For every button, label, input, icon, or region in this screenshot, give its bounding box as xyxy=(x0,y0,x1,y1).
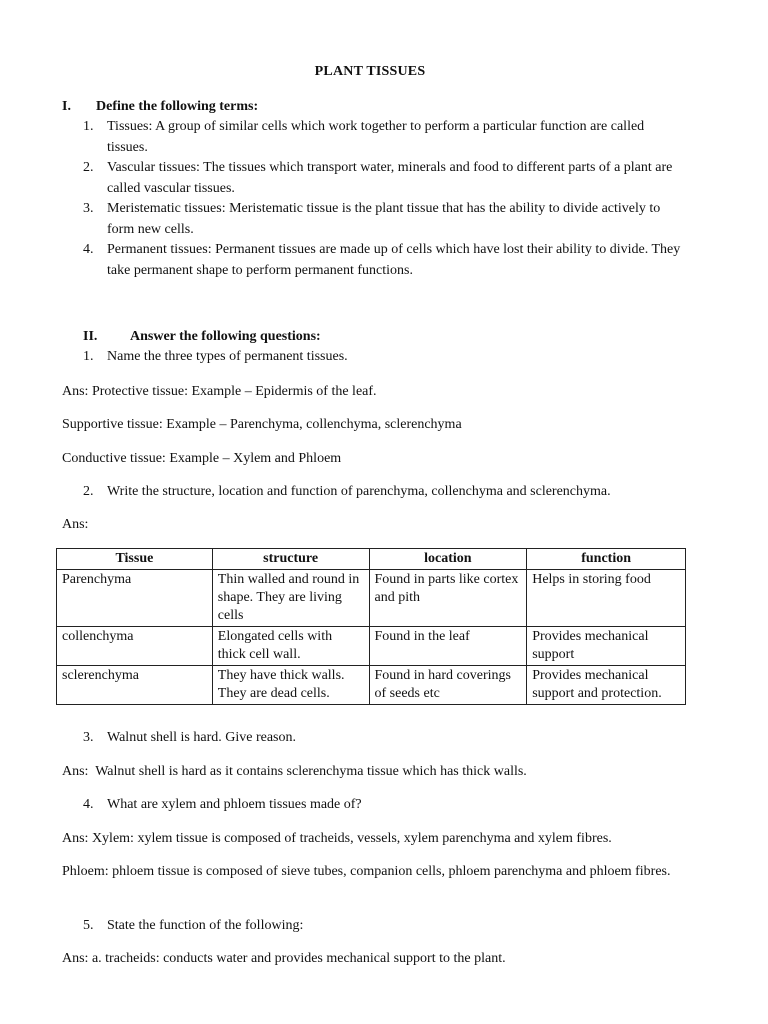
table-cell: Provides mechanical support and protection. xyxy=(527,666,686,705)
table-cell: Found in hard coverings of seeds etc xyxy=(369,666,527,705)
column-header: Tissue xyxy=(57,549,213,570)
definition-item xyxy=(83,199,683,240)
column-header: function xyxy=(527,549,686,570)
item-number: 3. xyxy=(83,201,94,216)
answer-4-xylem: Ans: Xylem: xylem tissue is composed of tracheids, vessels, xylem parenchyma and xylem fibres. xyxy=(62,831,612,846)
definition-item xyxy=(83,117,683,158)
table-cell: sclerenchyma xyxy=(57,666,213,705)
question-5 xyxy=(83,916,683,937)
item-number: 1. xyxy=(83,119,94,134)
section-1-heading xyxy=(62,99,462,119)
question-number: 1. xyxy=(83,349,94,364)
table-cell: Elongated cells with thick cell wall. xyxy=(212,627,369,666)
table-header-row xyxy=(57,549,686,570)
column-header: location xyxy=(369,549,527,570)
table-cell: Thin walled and round in shape. They are living cells xyxy=(212,570,369,627)
question-number: 5. xyxy=(83,918,94,933)
answer-1-line-3: Conductive tissue: Example – Xylem and Phloem xyxy=(62,451,342,466)
answer-2-label: Ans: xyxy=(62,517,89,532)
table-cell: collenchyma xyxy=(57,627,213,666)
question-number: 3. xyxy=(83,730,94,745)
table-cell: They have thick walls. They are dead cells. xyxy=(212,666,369,705)
table-cell: Parenchyma xyxy=(57,570,213,627)
table-row xyxy=(57,666,686,705)
item-text: Vascular tissues: The tissues which transport water, minerals and food to different parts of a plant are called vascular tissues. xyxy=(107,160,673,196)
table-row xyxy=(57,570,686,627)
section-1-number: I. xyxy=(62,99,71,114)
table-cell: Found in the leaf xyxy=(369,627,527,666)
question-text: Walnut shell is hard. Give reason. xyxy=(107,730,296,745)
definition-item xyxy=(83,240,683,281)
definition-item xyxy=(83,158,683,199)
question-1 xyxy=(83,347,683,368)
item-text: Permanent tissues: Permanent tissues are made up of cells which have lost their ability to divide. They take permanent shape to perform permanent functions. xyxy=(107,242,681,278)
tissue-table xyxy=(56,548,686,705)
question-2 xyxy=(83,482,683,503)
section-1-label: Define the following terms: xyxy=(96,99,259,114)
question-text: What are xylem and phloem tissues made of? xyxy=(107,797,362,812)
answer-5: Ans: a. tracheids: conducts water and provides mechanical support to the plant. xyxy=(62,951,506,966)
item-number: 2. xyxy=(83,160,94,175)
section-2-label: Answer the following questions: xyxy=(130,329,321,344)
question-text: Write the structure, location and function of parenchyma, collenchyma and sclerenchyma. xyxy=(107,484,611,499)
question-4 xyxy=(83,795,683,816)
table-cell: Provides mechanical support xyxy=(527,627,686,666)
table-cell: Found in parts like cortex and pith xyxy=(369,570,527,627)
table-cell: Helps in storing food xyxy=(527,570,686,627)
page-title: PLANT TISSUES xyxy=(314,64,426,79)
answer-1-line-1: Ans: Protective tissue: Example – Epidermis of the leaf. xyxy=(62,384,377,399)
answer-3: Ans: Walnut shell is hard as it contains sclerenchyma tissue which has thick walls. xyxy=(62,764,527,779)
answer-1-line-2: Supportive tissue: Example – Parenchyma, collenchyma, sclerenchyma xyxy=(62,417,462,432)
question-3 xyxy=(83,728,683,749)
column-header: structure xyxy=(212,549,369,570)
item-text: Tissues: A group of similar cells which work together to perform a particular function are called tissues. xyxy=(107,119,645,155)
item-number: 4. xyxy=(83,242,94,257)
item-text: Meristematic tissues: Meristematic tissue is the plant tissue that has the ability to divide actively to form new cells. xyxy=(107,201,661,237)
table-row xyxy=(57,627,686,666)
question-number: 4. xyxy=(83,797,94,812)
answer-4-phloem: Phloem: phloem tissue is composed of sieve tubes, companion cells, phloem parenchyma and phloem fibres. xyxy=(62,864,671,879)
section-2-number: II. xyxy=(83,329,98,344)
section-2-heading xyxy=(83,329,483,349)
question-text: State the function of the following: xyxy=(107,918,304,933)
question-text: Name the three types of permanent tissues. xyxy=(107,349,348,364)
question-number: 2. xyxy=(83,484,94,499)
